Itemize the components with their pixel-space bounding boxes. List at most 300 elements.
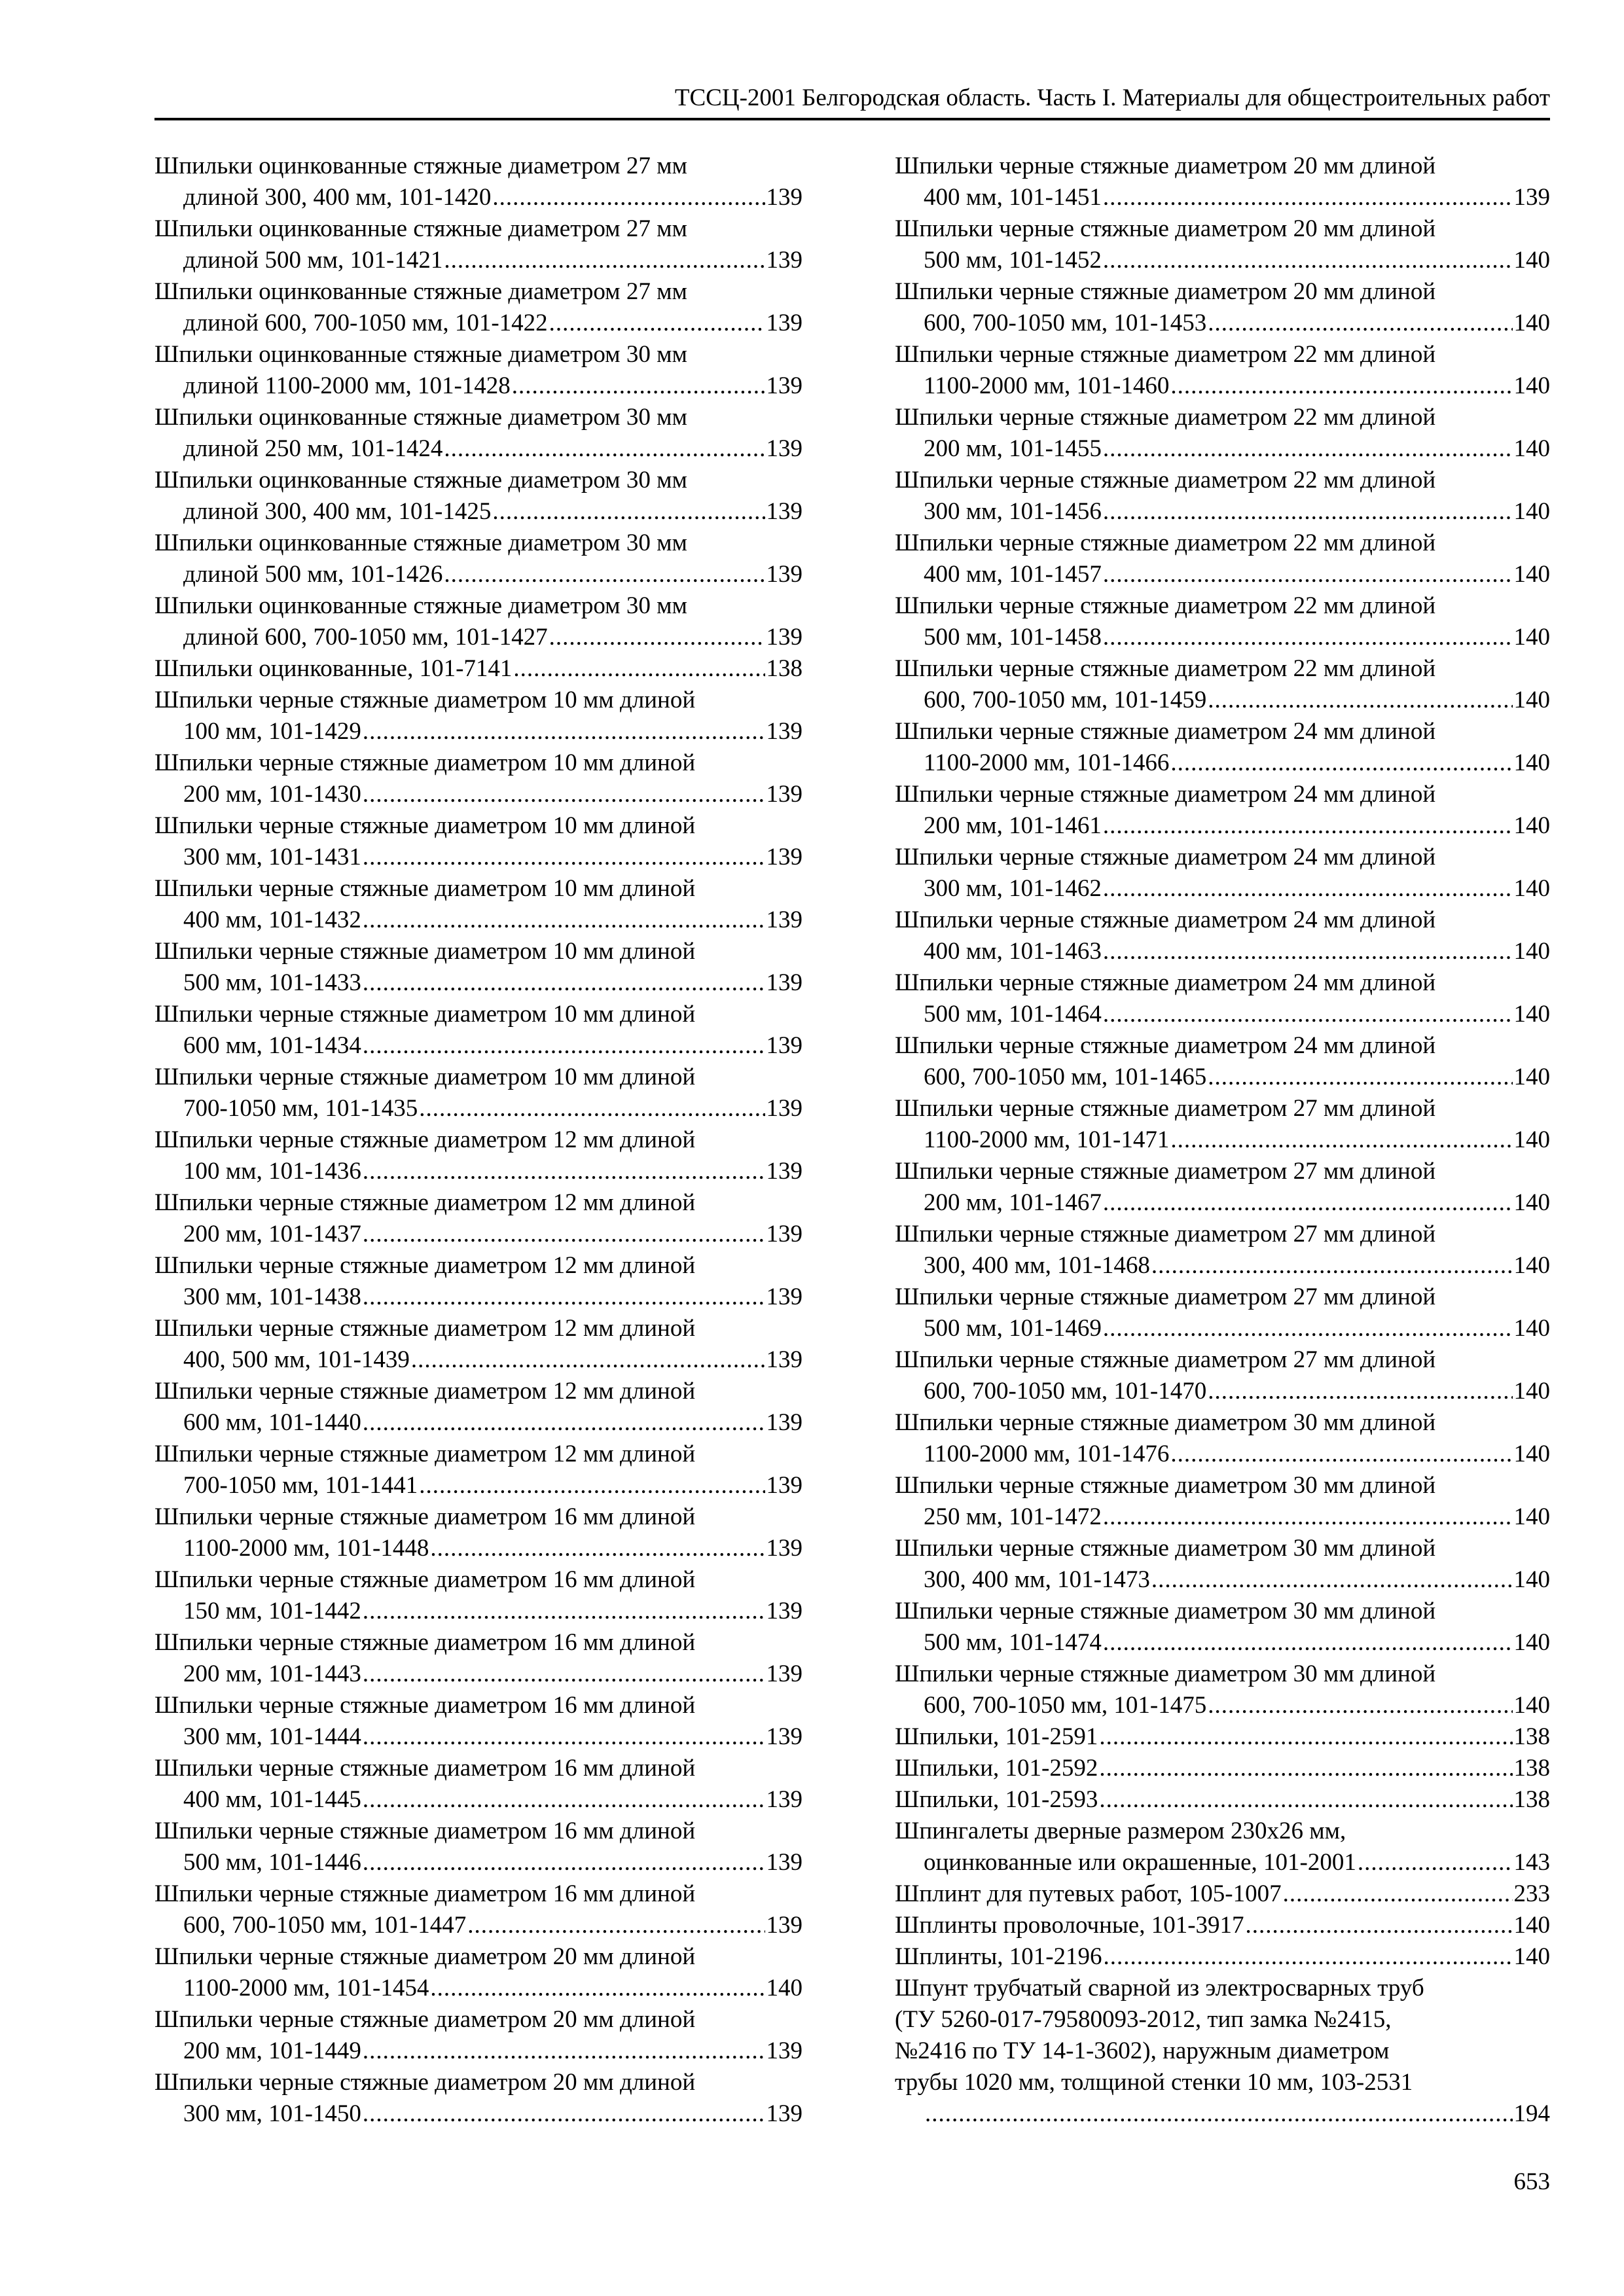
entry-text: 600, 700-1050 мм, 101-1447 bbox=[183, 1912, 467, 1939]
index-entry bbox=[154, 653, 803, 685]
entry-page-number: 140 bbox=[1513, 875, 1550, 902]
dot-leader bbox=[363, 1282, 765, 1313]
dot-leader bbox=[1099, 1721, 1512, 1753]
entry-text: 100 мм, 101-1429 bbox=[183, 718, 361, 745]
index-entry bbox=[895, 1282, 1550, 1344]
entry-page-number: 140 bbox=[1513, 1503, 1550, 1530]
entry-text: Шпильки черные стяжные диаметром 20 мм длиной bbox=[154, 1943, 696, 1970]
entry-text: Шпильки черные стяжные диаметром 10 мм длиной bbox=[154, 1001, 696, 1028]
entry-text: Шпильки черные стяжные диаметром 12 мм длиной bbox=[154, 1126, 696, 1153]
index-entry bbox=[895, 1721, 1550, 1753]
entry-text: Шпильки черные стяжные диаметром 10 мм длиной bbox=[154, 687, 696, 713]
dot-leader bbox=[1170, 1124, 1512, 1156]
entry-text: 300 мм, 101-1456 bbox=[924, 498, 1102, 525]
dot-leader bbox=[1151, 1564, 1513, 1596]
entry-page-number: 140 bbox=[1513, 1001, 1550, 1028]
entry-text: Шпингалеты дверные размером 230х26 мм, bbox=[895, 1818, 1346, 1844]
entry-text: Шпильки черные стяжные диаметром 12 мм длиной bbox=[154, 1378, 696, 1405]
index-entry bbox=[154, 1564, 803, 1627]
index-entry bbox=[154, 1062, 803, 1124]
index-entry bbox=[154, 2004, 803, 2067]
entry-text: 500 мм, 101-1446 bbox=[183, 1849, 361, 1876]
entry-text: Шпильки оцинкованные стяжные диаметром 27 мм bbox=[154, 215, 687, 242]
entry-text: Шпильки черные стяжные диаметром 12 мм длиной bbox=[154, 1189, 696, 1216]
dot-leader bbox=[1170, 1439, 1512, 1470]
entry-page-number: 143 bbox=[1513, 1849, 1550, 1876]
entry-text: Шпильки черные стяжные диаметром 16 мм длиной bbox=[154, 1629, 696, 1656]
entry-page-number: 139 bbox=[766, 1221, 803, 1247]
entry-page-number: 139 bbox=[766, 1849, 803, 1876]
entry-page-number: 139 bbox=[766, 1032, 803, 1059]
index-entry bbox=[154, 151, 803, 213]
entry-text: (ТУ 5260-017-79580093-2012, тип замка №2415, bbox=[895, 2006, 1392, 2033]
index-column-right bbox=[895, 151, 1550, 2130]
entry-text: Шпильки черные стяжные диаметром 16 мм длиной bbox=[154, 1503, 696, 1530]
entry-page-number: 138 bbox=[1513, 1755, 1550, 1782]
entry-text: оцинкованные или окрашенные, 101-2001 bbox=[924, 1849, 1356, 1876]
entry-page-number: 139 bbox=[766, 498, 803, 525]
index-entry bbox=[154, 1187, 803, 1250]
entry-page-number: 140 bbox=[1513, 1378, 1550, 1405]
entry-text: Шпильки черные стяжные диаметром 24 мм длиной bbox=[895, 969, 1436, 996]
entry-text: 300 мм, 101-1438 bbox=[183, 1283, 361, 1310]
index-entry bbox=[154, 2067, 803, 2130]
entry-text: 1100-2000 мм, 101-1466 bbox=[924, 749, 1170, 776]
entry-page-number: 140 bbox=[1513, 435, 1550, 462]
index-entry bbox=[895, 1659, 1550, 1721]
entry-text: длиной 600, 700-1050 мм, 101-1427 bbox=[183, 624, 548, 651]
entry-page-number: 139 bbox=[766, 624, 803, 651]
index-entry bbox=[154, 747, 803, 810]
entry-page-number: 139 bbox=[766, 1346, 803, 1373]
index-entry bbox=[895, 1219, 1550, 1282]
entry-page-number: 139 bbox=[766, 1472, 803, 1499]
dot-leader bbox=[925, 2098, 1513, 2130]
entry-text: Шпильки черные стяжные диаметром 22 мм длиной bbox=[895, 529, 1436, 556]
dot-leader bbox=[467, 1910, 765, 1941]
entry-text: 500 мм, 101-1452 bbox=[924, 247, 1102, 274]
entry-text: Шпильки черные стяжные диаметром 16 мм длиной bbox=[154, 1818, 696, 1844]
entry-text: трубы 1020 мм, толщиной стенки 10 мм, 103-2531 bbox=[895, 2069, 1413, 2096]
entry-page-number: 139 bbox=[766, 844, 803, 870]
entry-text: Шпильки черные стяжные диаметром 10 мм длиной bbox=[154, 749, 696, 776]
dot-leader bbox=[363, 1659, 765, 1690]
dot-leader bbox=[444, 245, 765, 276]
index-column-left bbox=[154, 151, 803, 2130]
index-entry bbox=[154, 1501, 803, 1564]
entry-page-number: 140 bbox=[1513, 561, 1550, 588]
entry-page-number: 139 bbox=[1513, 184, 1550, 211]
index-entry bbox=[895, 1533, 1550, 1596]
entry-text: Шпильки, 101-2593 bbox=[895, 1786, 1098, 1813]
index-entry bbox=[895, 151, 1550, 213]
entry-page-number: 194 bbox=[1513, 2100, 1550, 2127]
entry-text: 200 мм, 101-1443 bbox=[183, 1660, 361, 1687]
dot-leader bbox=[419, 1093, 765, 1124]
entry-page-number: 139 bbox=[766, 1912, 803, 1939]
entry-text: 600 мм, 101-1434 bbox=[183, 1032, 361, 1059]
entry-text: Шпильки, 101-2592 bbox=[895, 1755, 1098, 1782]
entry-text: Шпильки черные стяжные диаметром 12 мм длиной bbox=[154, 1252, 696, 1279]
entry-page-number: 140 bbox=[1513, 1252, 1550, 1279]
entry-text: 700-1050 мм, 101-1441 bbox=[183, 1472, 418, 1499]
index-entry bbox=[154, 1250, 803, 1313]
entry-text: Шпильки оцинкованные стяжные диаметром 30 мм bbox=[154, 341, 687, 368]
entry-text: Шпильки черные стяжные диаметром 16 мм длиной bbox=[154, 1566, 696, 1593]
index-entry bbox=[895, 402, 1550, 465]
entry-page-number: 139 bbox=[766, 561, 803, 588]
entry-text: 500 мм, 101-1433 bbox=[183, 969, 361, 996]
dot-leader bbox=[363, 1596, 765, 1627]
entry-text: Шпильки черные стяжные диаметром 30 мм длиной bbox=[895, 1409, 1436, 1436]
index-entry bbox=[895, 1093, 1550, 1156]
entry-text: Шпильки черные стяжные диаметром 30 мм длиной bbox=[895, 1660, 1436, 1687]
index-entry bbox=[154, 1941, 803, 2004]
dot-leader bbox=[1103, 1501, 1513, 1533]
entry-text: длиной 300, 400 мм, 101-1420 bbox=[183, 184, 492, 211]
index-entry bbox=[154, 276, 803, 339]
entry-text: 400 мм, 101-1451 bbox=[924, 184, 1102, 211]
entry-text: 1100-2000 мм, 101-1476 bbox=[924, 1441, 1170, 1467]
dot-leader bbox=[1283, 1878, 1513, 1910]
entry-page-number: 140 bbox=[1513, 1064, 1550, 1090]
entry-text: Шпильки оцинкованные стяжные диаметром 30 мм bbox=[154, 467, 687, 493]
entry-text: Шпильки черные стяжные диаметром 27 мм длиной bbox=[895, 1221, 1436, 1247]
dot-leader bbox=[492, 182, 765, 213]
dot-leader bbox=[1208, 1062, 1512, 1093]
entry-text: 400 мм, 101-1463 bbox=[924, 938, 1102, 965]
entry-page-number: 139 bbox=[766, 1660, 803, 1687]
entry-page-number: 140 bbox=[1513, 1189, 1550, 1216]
entry-page-number: 138 bbox=[766, 655, 803, 682]
dot-leader bbox=[444, 433, 765, 465]
index-entry bbox=[895, 465, 1550, 528]
entry-page-number: 140 bbox=[1513, 1629, 1550, 1656]
entry-text: Шпильки черные стяжные диаметром 10 мм длиной bbox=[154, 812, 696, 839]
dot-leader bbox=[363, 905, 765, 936]
entry-text: длиной 500 мм, 101-1426 bbox=[183, 561, 443, 588]
index-entry bbox=[154, 1878, 803, 1941]
entry-text: 600, 700-1050 мм, 101-1475 bbox=[924, 1692, 1207, 1719]
dot-leader bbox=[411, 1344, 765, 1376]
dot-leader bbox=[1103, 245, 1513, 276]
index-entry bbox=[895, 276, 1550, 339]
entry-text: Шпильки черные стяжные диаметром 20 мм длиной bbox=[895, 152, 1436, 179]
dot-leader bbox=[1103, 622, 1513, 653]
index-entry bbox=[154, 999, 803, 1062]
index-entry bbox=[895, 1878, 1550, 1910]
index-entry bbox=[154, 528, 803, 590]
entry-page-number: 139 bbox=[766, 1283, 803, 1310]
entry-text: длиной 300, 400 мм, 101-1425 bbox=[183, 498, 492, 525]
dot-leader bbox=[1103, 1187, 1513, 1219]
entry-text: 100 мм, 101-1436 bbox=[183, 1158, 361, 1185]
index-entry bbox=[154, 465, 803, 528]
entry-page-number: 140 bbox=[1513, 687, 1550, 713]
index-entry bbox=[895, 716, 1550, 779]
dot-leader bbox=[363, 2036, 765, 2067]
index-entry bbox=[154, 685, 803, 747]
entry-text: 300, 400 мм, 101-1473 bbox=[924, 1566, 1150, 1593]
entry-text: Шпильки, 101-2591 bbox=[895, 1723, 1098, 1750]
index-entry bbox=[895, 779, 1550, 842]
dot-leader bbox=[1103, 1627, 1513, 1659]
entry-text: Шпильки оцинкованные, 101-7141 bbox=[154, 655, 513, 682]
index-entry bbox=[154, 1753, 803, 1816]
entry-text: Шпильки черные стяжные диаметром 22 мм длиной bbox=[895, 341, 1436, 368]
entry-text: Шпильки черные стяжные диаметром 24 мм длиной bbox=[895, 781, 1436, 808]
entry-text: Шпильки черные стяжные диаметром 24 мм длиной bbox=[895, 718, 1436, 745]
entry-text: 600, 700-1050 мм, 101-1459 bbox=[924, 687, 1207, 713]
dot-leader bbox=[430, 1533, 765, 1564]
entry-page-number: 140 bbox=[1513, 1315, 1550, 1342]
index-entry bbox=[154, 1124, 803, 1187]
index-entry bbox=[154, 936, 803, 999]
dot-leader bbox=[363, 1030, 765, 1062]
entry-page-number: 139 bbox=[766, 1409, 803, 1436]
entry-page-number: 139 bbox=[766, 1786, 803, 1813]
dot-leader bbox=[1170, 747, 1512, 779]
entry-text: 200 мм, 101-1467 bbox=[924, 1189, 1102, 1216]
dot-leader bbox=[1099, 1753, 1512, 1784]
entry-page-number: 138 bbox=[1513, 1723, 1550, 1750]
dot-leader bbox=[492, 496, 765, 528]
index-entry bbox=[895, 1156, 1550, 1219]
entry-text: длиной 250 мм, 101-1424 bbox=[183, 435, 443, 462]
entry-text: 1100-2000 мм, 101-1460 bbox=[924, 372, 1170, 399]
entry-page-number: 139 bbox=[766, 718, 803, 745]
entry-text: Шпильки черные стяжные диаметром 30 мм длиной bbox=[895, 1598, 1436, 1624]
dot-leader bbox=[1208, 685, 1512, 716]
entry-page-number: 138 bbox=[1513, 1786, 1550, 1813]
dot-leader bbox=[1208, 1690, 1512, 1721]
entry-page-number: 139 bbox=[766, 247, 803, 274]
dot-leader bbox=[1208, 1376, 1512, 1407]
entry-text: Шпильки черные стяжные диаметром 10 мм длиной bbox=[154, 1064, 696, 1090]
entry-text: Шпильки черные стяжные диаметром 20 мм длиной bbox=[154, 2006, 696, 2033]
entry-text: 300, 400 мм, 101-1468 bbox=[924, 1252, 1150, 1279]
entry-page-number: 139 bbox=[766, 435, 803, 462]
index-entry bbox=[154, 1313, 803, 1376]
dot-leader bbox=[1103, 182, 1513, 213]
index-entry bbox=[154, 1439, 803, 1501]
entry-page-number: 140 bbox=[1513, 1441, 1550, 1467]
index-entry bbox=[895, 905, 1550, 967]
index-entry bbox=[895, 1344, 1550, 1407]
index-entry bbox=[895, 590, 1550, 653]
entry-text: Шпильки оцинкованные стяжные диаметром 30 мм bbox=[154, 529, 687, 556]
entry-text: 500 мм, 101-1458 bbox=[924, 624, 1102, 651]
entry-text: Шпильки черные стяжные диаметром 22 мм длиной bbox=[895, 655, 1436, 682]
entry-text: Шпильки черные стяжные диаметром 10 мм длиной bbox=[154, 875, 696, 902]
index-entry bbox=[895, 1596, 1550, 1659]
entry-page-number: 139 bbox=[766, 184, 803, 211]
entry-page-number: 140 bbox=[1513, 1912, 1550, 1939]
dot-leader bbox=[363, 1847, 765, 1878]
entry-text: Шпильки черные стяжные диаметром 16 мм длиной bbox=[154, 1692, 696, 1719]
entry-text: Шпильки черные стяжные диаметром 24 мм длиной bbox=[895, 844, 1436, 870]
index-entry bbox=[895, 1470, 1550, 1533]
entry-text: Шпильки черные стяжные диаметром 27 мм длиной bbox=[895, 1158, 1436, 1185]
dot-leader bbox=[512, 370, 765, 402]
index-entry bbox=[154, 1627, 803, 1690]
dot-leader bbox=[363, 1407, 765, 1439]
dot-leader bbox=[1103, 433, 1513, 465]
dot-leader bbox=[363, 1721, 765, 1753]
entry-page-number: 140 bbox=[766, 1975, 803, 2001]
entry-page-number: 140 bbox=[1513, 498, 1550, 525]
entry-text: 400 мм, 101-1445 bbox=[183, 1786, 361, 1813]
dot-leader bbox=[513, 653, 765, 685]
dot-leader bbox=[444, 559, 765, 590]
entry-text: 200 мм, 101-1437 bbox=[183, 1221, 361, 1247]
entry-text: Шпильки черные стяжные диаметром 24 мм длиной bbox=[895, 1032, 1436, 1059]
dot-leader bbox=[363, 967, 765, 999]
entry-page-number: 140 bbox=[1513, 1692, 1550, 1719]
entry-text: Шпильки черные стяжные диаметром 20 мм длиной bbox=[895, 278, 1436, 305]
dot-leader bbox=[363, 2098, 765, 2130]
entry-page-number: 139 bbox=[766, 2100, 803, 2127]
entry-text: Шпильки оцинкованные стяжные диаметром 27 мм bbox=[154, 278, 687, 305]
entry-page-number: 139 bbox=[766, 781, 803, 808]
entry-text: Шпильки черные стяжные диаметром 24 мм длиной bbox=[895, 906, 1436, 933]
entry-page-number: 140 bbox=[1513, 372, 1550, 399]
entry-text: 600 мм, 101-1440 bbox=[183, 1409, 361, 1436]
dot-leader bbox=[363, 779, 765, 810]
index-entry bbox=[154, 213, 803, 276]
entry-page-number: 139 bbox=[766, 969, 803, 996]
entry-text: 600, 700-1050 мм, 101-1465 bbox=[924, 1064, 1207, 1090]
entry-text: Шпильки черные стяжные диаметром 12 мм длиной bbox=[154, 1441, 696, 1467]
entry-text: Шпильки черные стяжные диаметром 22 мм длиной bbox=[895, 592, 1436, 619]
entry-text: Шпильки черные стяжные диаметром 10 мм длиной bbox=[154, 938, 696, 965]
dot-leader bbox=[363, 1219, 765, 1250]
entry-page-number: 139 bbox=[766, 1095, 803, 1122]
entry-text: 400, 500 мм, 101-1439 bbox=[183, 1346, 410, 1373]
entry-text: Шпильки черные стяжные диаметром 20 мм длиной bbox=[895, 215, 1436, 242]
entry-text: длиной 600, 700-1050 мм, 101-1422 bbox=[183, 310, 548, 336]
entry-page-number: 140 bbox=[1513, 1126, 1550, 1153]
header-title: ТССЦ-2001 Белгородская область. Часть I. Материалы для общестроительных работ bbox=[674, 84, 1550, 111]
dot-leader bbox=[363, 716, 765, 747]
page-number: 653 bbox=[1513, 2168, 1550, 2195]
index-entry bbox=[895, 339, 1550, 402]
entry-text: 500 мм, 101-1464 bbox=[924, 1001, 1102, 1028]
index-entry bbox=[895, 653, 1550, 716]
running-header bbox=[154, 77, 1550, 120]
index-entry bbox=[895, 1973, 1550, 2130]
dot-leader bbox=[1103, 999, 1513, 1030]
index-entry bbox=[154, 590, 803, 653]
entry-text: 700-1050 мм, 101-1435 bbox=[183, 1095, 418, 1122]
index-entry bbox=[154, 402, 803, 465]
dot-leader bbox=[549, 622, 765, 653]
entry-page-number: 139 bbox=[766, 2037, 803, 2064]
index-entry bbox=[895, 1753, 1550, 1784]
index-entry bbox=[895, 1784, 1550, 1816]
entry-text: Шпильки черные стяжные диаметром 22 мм длиной bbox=[895, 467, 1436, 493]
entry-text: Шпильки черные стяжные диаметром 27 мм длиной bbox=[895, 1283, 1436, 1310]
index-entry bbox=[154, 810, 803, 873]
dot-leader bbox=[1104, 1941, 1513, 1973]
entry-page-number: 140 bbox=[1513, 1943, 1550, 1970]
entry-page-number: 233 bbox=[1513, 1880, 1550, 1907]
entry-text: 200 мм, 101-1430 bbox=[183, 781, 361, 808]
entry-page-number: 139 bbox=[766, 1723, 803, 1750]
dot-leader bbox=[549, 308, 765, 339]
entry-text: Шпильки оцинкованные стяжные диаметром 30 мм bbox=[154, 404, 687, 431]
entry-text: Шпильки черные стяжные диаметром 12 мм длиной bbox=[154, 1315, 696, 1342]
entry-text: 300 мм, 101-1450 bbox=[183, 2100, 361, 2127]
entry-text: 200 мм, 101-1449 bbox=[183, 2037, 361, 2064]
entry-page-number: 140 bbox=[1513, 624, 1550, 651]
dot-leader bbox=[363, 842, 765, 873]
entry-page-number: 140 bbox=[1513, 938, 1550, 965]
entry-text: 1100-2000 мм, 101-1454 bbox=[183, 1975, 429, 2001]
dot-leader bbox=[1103, 873, 1513, 905]
entry-text: Шплинты, 101-2196 bbox=[895, 1943, 1102, 1970]
entry-text: Шпильки черные стяжные диаметром 22 мм длиной bbox=[895, 404, 1436, 431]
entry-text: Шпильки черные стяжные диаметром 30 мм длиной bbox=[895, 1472, 1436, 1499]
dot-leader bbox=[1103, 496, 1513, 528]
dot-leader bbox=[1103, 559, 1513, 590]
index-entry bbox=[895, 1941, 1550, 1973]
dot-leader bbox=[363, 1156, 765, 1187]
entry-text: 400 мм, 101-1457 bbox=[924, 561, 1102, 588]
dot-leader bbox=[419, 1470, 765, 1501]
entry-page-number: 139 bbox=[766, 1535, 803, 1562]
entry-text: №2416 по ТУ 14-1-3602), наружным диаметром bbox=[895, 2037, 1390, 2064]
entry-text: Шпильки черные стяжные диаметром 20 мм длиной bbox=[154, 2069, 696, 2096]
entry-text: Шпильки черные стяжные диаметром 16 мм длиной bbox=[154, 1755, 696, 1782]
entry-text: 300 мм, 101-1462 bbox=[924, 875, 1102, 902]
entry-text: Шпильки оцинкованные стяжные диаметром 27 мм bbox=[154, 152, 687, 179]
entry-text: Шпильки черные стяжные диаметром 16 мм длиной bbox=[154, 1880, 696, 1907]
entry-page-number: 140 bbox=[1513, 247, 1550, 274]
entry-text: Шпильки черные стяжные диаметром 27 мм длиной bbox=[895, 1346, 1436, 1373]
entry-text: Шплинт для путевых работ, 105-1007 bbox=[895, 1880, 1282, 1907]
entry-text: 500 мм, 101-1469 bbox=[924, 1315, 1102, 1342]
entry-text: Шпильки черные стяжные диаметром 30 мм длиной bbox=[895, 1535, 1436, 1562]
entry-page-number: 140 bbox=[1513, 812, 1550, 839]
index-entry bbox=[895, 1910, 1550, 1941]
entry-text: 300 мм, 101-1431 bbox=[183, 844, 361, 870]
entry-page-number: 140 bbox=[1513, 749, 1550, 776]
entry-page-number: 140 bbox=[1513, 310, 1550, 336]
index-entry bbox=[154, 1376, 803, 1439]
entry-page-number: 139 bbox=[766, 1598, 803, 1624]
dot-leader bbox=[1103, 1313, 1513, 1344]
dot-leader bbox=[1103, 810, 1513, 842]
dot-leader bbox=[1170, 370, 1512, 402]
index-entry bbox=[895, 1030, 1550, 1093]
entry-page-number: 139 bbox=[766, 1158, 803, 1185]
index-entry bbox=[895, 967, 1550, 1030]
entry-text: 200 мм, 101-1455 bbox=[924, 435, 1102, 462]
entry-text: 400 мм, 101-1432 bbox=[183, 906, 361, 933]
index-entry bbox=[154, 1816, 803, 1878]
index-entry bbox=[895, 528, 1550, 590]
entry-text: 1100-2000 мм, 101-1448 bbox=[183, 1535, 429, 1562]
index-entry bbox=[895, 213, 1550, 276]
entry-page-number: 139 bbox=[766, 310, 803, 336]
dot-leader bbox=[1246, 1910, 1513, 1941]
entry-page-number: 139 bbox=[766, 372, 803, 399]
entry-text: длиной 500 мм, 101-1421 bbox=[183, 247, 443, 274]
dot-leader bbox=[430, 1973, 765, 2004]
dot-leader bbox=[363, 1784, 765, 1816]
entry-text: 1100-2000 мм, 101-1471 bbox=[924, 1126, 1170, 1153]
